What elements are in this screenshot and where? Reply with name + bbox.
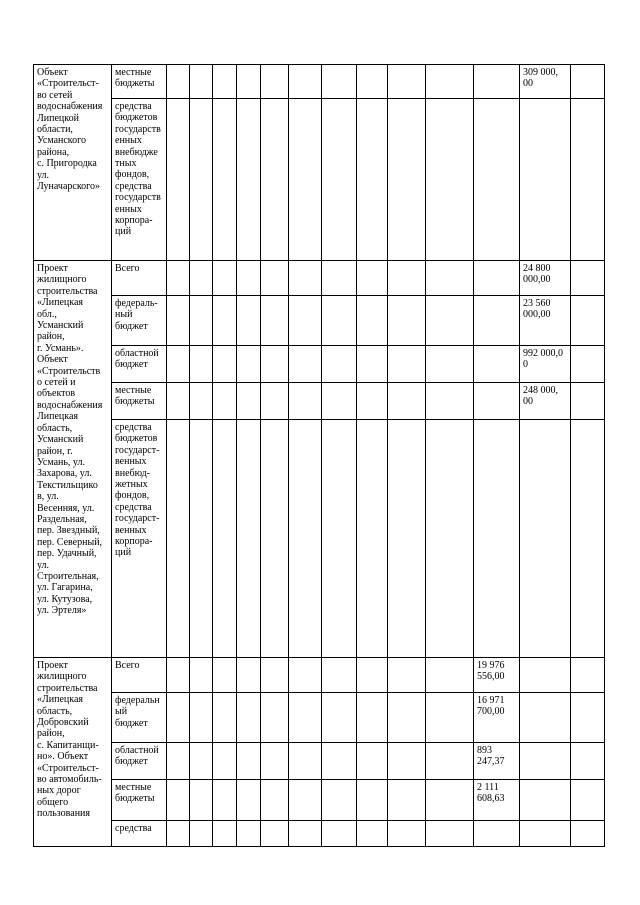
empty-cell bbox=[261, 346, 289, 383]
empty-cell bbox=[237, 743, 261, 780]
table-row bbox=[34, 743, 605, 780]
empty-cell bbox=[213, 65, 237, 99]
empty-cell bbox=[322, 261, 357, 296]
amount-cell: 19 976 556,00 bbox=[474, 658, 520, 693]
amount-cell: 248 000, 00 bbox=[520, 383, 571, 420]
amount-cell bbox=[474, 346, 520, 383]
table-row bbox=[34, 658, 605, 693]
empty-cell bbox=[167, 261, 190, 296]
empty-cell bbox=[167, 743, 190, 780]
funding-source-cell: средства бюджетов государст- венных внебюд- жетных фондов, средства государст- венных корпора- ций bbox=[112, 420, 167, 658]
empty-cell bbox=[213, 658, 237, 693]
empty-cell bbox=[261, 296, 289, 346]
empty-cell bbox=[237, 693, 261, 743]
empty-cell bbox=[289, 780, 322, 821]
empty-cell bbox=[388, 296, 426, 346]
empty-cell bbox=[213, 420, 237, 658]
empty-cell bbox=[167, 99, 190, 261]
amount-cell bbox=[520, 420, 571, 658]
empty-cell bbox=[213, 383, 237, 420]
empty-cell bbox=[357, 346, 388, 383]
table-row bbox=[34, 296, 605, 346]
empty-cell bbox=[357, 296, 388, 346]
empty-cell bbox=[213, 346, 237, 383]
empty-cell bbox=[190, 261, 213, 296]
empty-cell bbox=[261, 383, 289, 420]
empty-cell bbox=[388, 743, 426, 780]
empty-cell bbox=[322, 693, 357, 743]
empty-cell bbox=[388, 420, 426, 658]
funding-source-cell: федераль- ный бюджет bbox=[112, 296, 167, 346]
empty-cell bbox=[190, 693, 213, 743]
empty-cell bbox=[237, 383, 261, 420]
empty-cell bbox=[571, 296, 605, 346]
empty-cell bbox=[190, 743, 213, 780]
table-row bbox=[34, 420, 605, 658]
empty-cell bbox=[426, 383, 474, 420]
empty-cell bbox=[261, 693, 289, 743]
empty-cell bbox=[213, 780, 237, 821]
amount-cell: 2 111 608,63 bbox=[474, 780, 520, 821]
empty-cell bbox=[322, 821, 357, 847]
funding-source-cell: местные бюджеты bbox=[112, 383, 167, 420]
empty-cell bbox=[289, 693, 322, 743]
amount-cell bbox=[474, 261, 520, 296]
funding-source-cell: средства бюджетов государств енных внебюдже тных фондов, средства государств енных корпора- ций bbox=[112, 99, 167, 261]
empty-cell bbox=[167, 65, 190, 99]
empty-cell bbox=[426, 743, 474, 780]
empty-cell bbox=[237, 296, 261, 346]
empty-cell bbox=[237, 346, 261, 383]
empty-cell bbox=[190, 821, 213, 847]
empty-cell bbox=[322, 65, 357, 99]
amount-cell bbox=[520, 821, 571, 847]
empty-cell bbox=[167, 658, 190, 693]
empty-cell bbox=[388, 821, 426, 847]
empty-cell bbox=[167, 693, 190, 743]
empty-cell bbox=[261, 743, 289, 780]
empty-cell bbox=[190, 65, 213, 99]
empty-cell bbox=[289, 261, 322, 296]
empty-cell bbox=[167, 821, 190, 847]
amount-cell: 23 560 000,00 bbox=[520, 296, 571, 346]
funding-source-cell: областной бюджет bbox=[112, 743, 167, 780]
empty-cell bbox=[289, 346, 322, 383]
empty-cell bbox=[167, 346, 190, 383]
empty-cell bbox=[167, 780, 190, 821]
empty-cell bbox=[388, 693, 426, 743]
object-name-cell: Объект «Строительст- во сетей водоснабжения Липецкой области, Усманского района, с. Пригородка ул. Луначарского» bbox=[34, 65, 112, 261]
empty-cell bbox=[388, 99, 426, 261]
empty-cell bbox=[289, 99, 322, 261]
empty-cell bbox=[571, 383, 605, 420]
table-row bbox=[34, 693, 605, 743]
amount-cell bbox=[520, 743, 571, 780]
table-row bbox=[34, 780, 605, 821]
empty-cell bbox=[571, 346, 605, 383]
empty-cell bbox=[261, 658, 289, 693]
amount-cell bbox=[474, 296, 520, 346]
empty-cell bbox=[426, 693, 474, 743]
empty-cell bbox=[237, 780, 261, 821]
empty-cell bbox=[426, 658, 474, 693]
empty-cell bbox=[167, 383, 190, 420]
empty-cell bbox=[261, 780, 289, 821]
empty-cell bbox=[322, 420, 357, 658]
table-row bbox=[34, 821, 605, 847]
empty-cell bbox=[213, 693, 237, 743]
empty-cell bbox=[167, 296, 190, 346]
table-row bbox=[34, 99, 605, 261]
empty-cell bbox=[237, 261, 261, 296]
empty-cell bbox=[167, 420, 190, 658]
empty-cell bbox=[190, 99, 213, 261]
empty-cell bbox=[426, 420, 474, 658]
empty-cell bbox=[357, 383, 388, 420]
table-row bbox=[34, 383, 605, 420]
amount-cell bbox=[520, 99, 571, 261]
empty-cell bbox=[213, 261, 237, 296]
empty-cell bbox=[571, 693, 605, 743]
empty-cell bbox=[237, 420, 261, 658]
empty-cell bbox=[289, 296, 322, 346]
amount-cell: 16 971 700,00 bbox=[474, 693, 520, 743]
funding-source-cell: местные бюджеты bbox=[112, 65, 167, 99]
empty-cell bbox=[190, 420, 213, 658]
empty-cell bbox=[426, 780, 474, 821]
empty-cell bbox=[322, 780, 357, 821]
object-name-cell: Проект жилищного строительства «Липецкая обл., Усманский район, г. Усмань». Объект «Строительств о сетей и объектов водоснабжения Липецкая область, Усманский район, г. Усмань, ул. Захарова, ул. Текстильщико в, ул. Весенняя, ул. Раздельная, пер. Звездный, пер. Северный, пер. Удачный, ул. Строительная, ул. Гагарина, ул. Кутузова, ул. Эртеля» bbox=[34, 261, 112, 658]
empty-cell bbox=[261, 821, 289, 847]
empty-cell bbox=[388, 658, 426, 693]
empty-cell bbox=[571, 420, 605, 658]
empty-cell bbox=[571, 658, 605, 693]
empty-cell bbox=[571, 261, 605, 296]
empty-cell bbox=[322, 658, 357, 693]
empty-cell bbox=[289, 65, 322, 99]
funding-source-cell: средства bbox=[112, 821, 167, 847]
empty-cell bbox=[357, 658, 388, 693]
empty-cell bbox=[289, 383, 322, 420]
funding-source-cell: Всего bbox=[112, 658, 167, 693]
empty-cell bbox=[190, 296, 213, 346]
empty-cell bbox=[571, 99, 605, 261]
empty-cell bbox=[357, 743, 388, 780]
empty-cell bbox=[388, 261, 426, 296]
empty-cell bbox=[357, 693, 388, 743]
empty-cell bbox=[289, 420, 322, 658]
amount-cell bbox=[520, 658, 571, 693]
empty-cell bbox=[190, 780, 213, 821]
empty-cell bbox=[426, 261, 474, 296]
empty-cell bbox=[213, 743, 237, 780]
empty-cell bbox=[261, 65, 289, 99]
empty-cell bbox=[190, 658, 213, 693]
amount-cell: 992 000,0 0 bbox=[520, 346, 571, 383]
empty-cell bbox=[261, 99, 289, 261]
empty-cell bbox=[190, 346, 213, 383]
table-row bbox=[34, 346, 605, 383]
empty-cell bbox=[571, 780, 605, 821]
object-name-cell: Проект жилищного строительства «Липецкая область, Добровский район, с. Капитанщи- но». Объект «Строительст- во автомобиль- ных дорог общего пользования bbox=[34, 658, 112, 847]
amount-cell: 893 247,37 bbox=[474, 743, 520, 780]
empty-cell bbox=[190, 383, 213, 420]
empty-cell bbox=[426, 346, 474, 383]
empty-cell bbox=[571, 65, 605, 99]
empty-cell bbox=[357, 420, 388, 658]
amount-cell: 24 800 000,00 bbox=[520, 261, 571, 296]
amount-cell bbox=[520, 780, 571, 821]
amount-cell bbox=[520, 693, 571, 743]
empty-cell bbox=[357, 780, 388, 821]
empty-cell bbox=[322, 99, 357, 261]
empty-cell bbox=[322, 743, 357, 780]
empty-cell bbox=[388, 780, 426, 821]
empty-cell bbox=[426, 65, 474, 99]
empty-cell bbox=[388, 383, 426, 420]
empty-cell bbox=[357, 261, 388, 296]
empty-cell bbox=[237, 821, 261, 847]
amount-cell bbox=[474, 821, 520, 847]
empty-cell bbox=[213, 296, 237, 346]
empty-cell bbox=[357, 99, 388, 261]
funding-source-cell: областной бюджет bbox=[112, 346, 167, 383]
empty-cell bbox=[571, 821, 605, 847]
empty-cell bbox=[426, 821, 474, 847]
amount-cell bbox=[474, 420, 520, 658]
empty-cell bbox=[261, 420, 289, 658]
empty-cell bbox=[357, 821, 388, 847]
empty-cell bbox=[289, 821, 322, 847]
amount-cell: 309 000, 00 bbox=[520, 65, 571, 99]
empty-cell bbox=[237, 658, 261, 693]
empty-cell bbox=[388, 65, 426, 99]
empty-cell bbox=[571, 743, 605, 780]
empty-cell bbox=[357, 65, 388, 99]
funding-source-cell: местные бюджеты bbox=[112, 780, 167, 821]
empty-cell bbox=[237, 65, 261, 99]
empty-cell bbox=[388, 346, 426, 383]
amount-cell bbox=[474, 65, 520, 99]
empty-cell bbox=[426, 296, 474, 346]
table-row bbox=[34, 65, 605, 99]
empty-cell bbox=[261, 261, 289, 296]
empty-cell bbox=[237, 99, 261, 261]
empty-cell bbox=[322, 346, 357, 383]
funding-source-cell: федеральн ый бюджет bbox=[112, 693, 167, 743]
empty-cell bbox=[322, 383, 357, 420]
empty-cell bbox=[213, 821, 237, 847]
empty-cell bbox=[322, 296, 357, 346]
table-body bbox=[34, 65, 605, 847]
empty-cell bbox=[213, 99, 237, 261]
table-row bbox=[34, 261, 605, 296]
empty-cell bbox=[426, 99, 474, 261]
empty-cell bbox=[289, 743, 322, 780]
funding-table bbox=[33, 64, 605, 847]
amount-cell bbox=[474, 99, 520, 261]
empty-cell bbox=[289, 658, 322, 693]
funding-source-cell: Всего bbox=[112, 261, 167, 296]
amount-cell bbox=[474, 383, 520, 420]
